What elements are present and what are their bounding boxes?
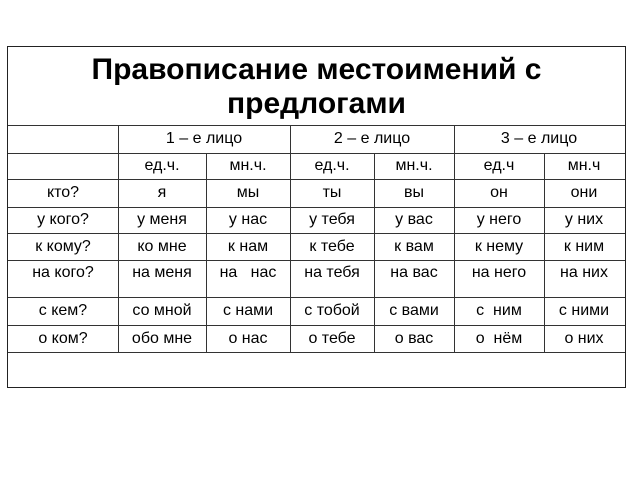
question-cell: кто?	[46, 184, 80, 201]
pronoun-cell: на тебя	[304, 264, 360, 281]
person-header: 1 – е лицо	[165, 130, 243, 147]
pronoun-cell: на него	[471, 264, 527, 281]
pronoun-cell: у нас	[228, 211, 268, 228]
pronoun-cell: с вами	[389, 302, 439, 319]
pronoun-cell: ко мне	[137, 237, 187, 255]
pronoun-cell: у него	[476, 211, 522, 228]
question-cell: о ком?	[38, 329, 88, 347]
pronoun-cell: со мной	[132, 302, 192, 319]
pronoun-cell: с ними	[558, 302, 610, 319]
pronoun-cell: о вас	[394, 329, 434, 347]
pronoun-cell: о нас	[228, 329, 268, 347]
pronoun-cell: у тебя	[309, 211, 355, 228]
number-header: ед.ч.	[144, 157, 180, 174]
pronoun-cell: о нём	[475, 329, 523, 347]
row-divider	[8, 352, 625, 353]
number-header: ед.ч.	[314, 157, 350, 174]
pronoun-cell: на вас	[390, 264, 438, 281]
pronoun-cell: к нам	[227, 237, 269, 255]
person-header: 2 – е лицо	[333, 130, 411, 147]
pronoun-cell: у меня	[137, 211, 187, 228]
pronoun-table	[7, 46, 626, 388]
pronoun-cell: ты	[322, 184, 342, 201]
pronoun-cell: с ним	[476, 302, 522, 319]
question-cell: на кого?	[32, 264, 94, 281]
number-header: ед.ч	[483, 157, 515, 174]
pronoun-cell: с нами	[222, 302, 274, 319]
person-header: 3 – е лицо	[500, 130, 578, 147]
number-header: мн.ч.	[395, 157, 433, 174]
pronoun-cell: мы	[236, 184, 260, 201]
pronoun-cell: к ним	[563, 237, 605, 255]
pronoun-cell: у них	[564, 211, 604, 228]
pronoun-cell: на них	[560, 264, 608, 281]
pronoun-cell: к тебе	[309, 237, 355, 255]
number-header: мн.ч.	[229, 157, 267, 174]
pronoun-cell: вы	[404, 184, 424, 201]
pronoun-cell: они	[570, 184, 598, 201]
pronoun-cell: к нему	[474, 237, 524, 255]
question-cell: с кем?	[38, 302, 88, 319]
pronoun-cell: о них	[564, 329, 604, 347]
question-cell: к кому?	[35, 237, 91, 255]
pronoun-cell: обо мне	[131, 329, 193, 347]
pronoun-cell: к вам	[394, 237, 434, 255]
pronoun-cell: у вас	[395, 211, 433, 228]
pronoun-cell: на нас	[219, 264, 277, 281]
pronoun-cell: на меня	[132, 264, 192, 281]
pronoun-cell: с тобой	[304, 302, 360, 319]
question-cell: у кого?	[37, 211, 89, 228]
pronoun-cell: он	[490, 184, 508, 201]
pronoun-cell: о тебе	[308, 329, 356, 347]
pronoun-cell: я	[157, 184, 167, 201]
table-title: Правописание местоимений с предлогами	[91, 53, 542, 120]
number-header: мн.ч	[567, 157, 601, 174]
